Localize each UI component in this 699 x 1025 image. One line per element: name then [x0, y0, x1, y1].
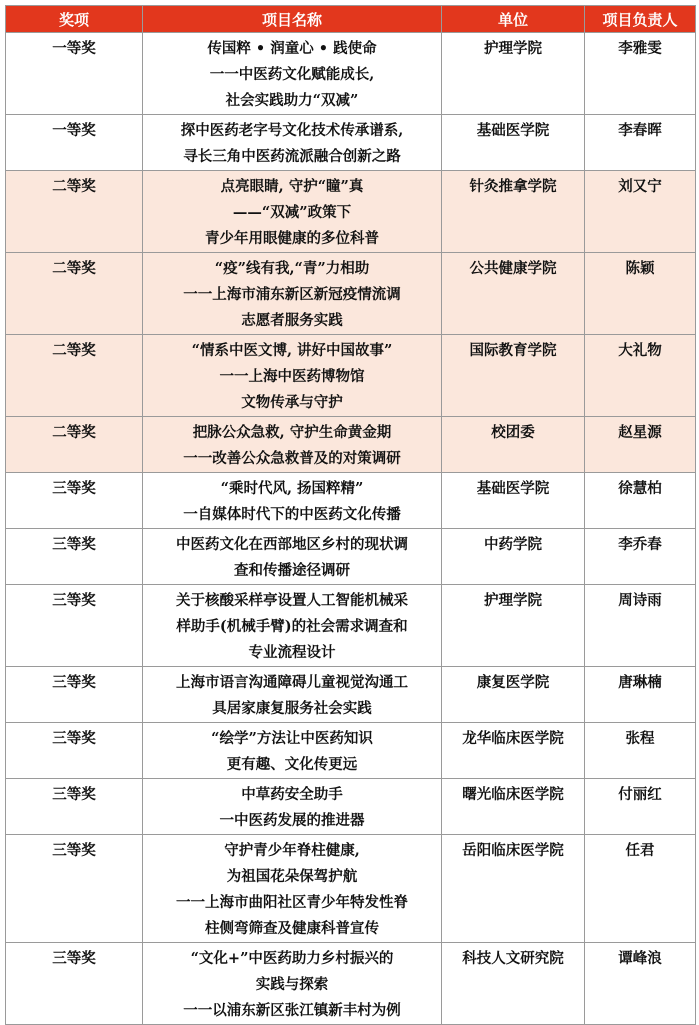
- award-level: 三等奖: [6, 585, 143, 667]
- unit: 中药学院: [442, 529, 585, 585]
- project-name: [143, 779, 442, 835]
- project-name-line: 具居家康复服务社会实践: [212, 700, 372, 717]
- project-name: [143, 417, 442, 473]
- table-row: [6, 171, 696, 253]
- award-level: 三等奖: [6, 473, 143, 529]
- unit: 龙华临床医学院: [442, 723, 585, 779]
- award-level: 三等奖: [6, 779, 143, 835]
- project-leader: 赵星源: [585, 417, 696, 473]
- project-name-line: “乘时代风, 扬国粹精”: [220, 480, 364, 497]
- project-leader: 李雅雯: [585, 33, 696, 115]
- award-level: 二等奖: [6, 335, 143, 417]
- award-level: 二等奖: [6, 253, 143, 335]
- project-name-line: 上海市语言沟通障碍儿童视觉沟通工: [176, 674, 408, 691]
- header-row: [6, 6, 696, 33]
- header-award: 奖项: [6, 6, 143, 33]
- unit: 岳阳临床医学院: [442, 835, 585, 943]
- award-level: 三等奖: [6, 667, 143, 723]
- table-row: [6, 667, 696, 723]
- project-name-line: 柱侧弯筛查及健康科普宣传: [205, 920, 379, 937]
- award-level: 三等奖: [6, 529, 143, 585]
- project-name-line: 一一中医药文化赋能成长,: [209, 66, 375, 83]
- table-row: [6, 779, 696, 835]
- award-level: 二等奖: [6, 417, 143, 473]
- table-row: [6, 115, 696, 171]
- project-name-line: 为祖国花朵保驾护航: [226, 868, 358, 885]
- unit: 护理学院: [442, 585, 585, 667]
- table-row: [6, 529, 696, 585]
- table-row: [6, 835, 696, 943]
- project-name-line: “情系中医文博, 讲好中国故事”: [191, 342, 393, 359]
- project-leader: 谭峰浪: [585, 943, 696, 1025]
- project-name-line: 中医药文化在西部地区乡村的现状调: [176, 536, 408, 553]
- unit: 公共健康学院: [442, 253, 585, 335]
- table-row: [6, 417, 696, 473]
- header-unit: 单位: [442, 6, 585, 33]
- project-leader: 周诗雨: [585, 585, 696, 667]
- project-name-line: 样助手(机械手臂)的社会需求调查和: [176, 618, 408, 635]
- unit: 基础医学院: [442, 115, 585, 171]
- table-row: [6, 943, 696, 1025]
- project-leader: 李春晖: [585, 115, 696, 171]
- project-name: [143, 115, 442, 171]
- project-name-line: 一一改善公众急救普及的对策调研: [183, 450, 401, 467]
- project-name-line: “疫”线有我,“青”力相助: [214, 260, 370, 277]
- project-name: [143, 171, 442, 253]
- award-level: 一等奖: [6, 33, 143, 115]
- project-name-line: 寻长三角中医药流派融合创新之路: [183, 148, 401, 165]
- project-name: [143, 473, 442, 529]
- table-row: [6, 723, 696, 779]
- project-name: [143, 835, 442, 943]
- project-leader: 刘又宁: [585, 171, 696, 253]
- project-name-line: 查和传播途径调研: [234, 562, 350, 579]
- header-project-name: 项目名称: [143, 6, 442, 33]
- project-name: [143, 529, 442, 585]
- award-level: 三等奖: [6, 835, 143, 943]
- project-name-line: 一一上海市曲阳社区青少年特发性脊: [176, 894, 408, 911]
- table-row: [6, 33, 696, 115]
- project-leader: 李乔春: [585, 529, 696, 585]
- header-project-leader: 项目负责人: [585, 6, 696, 33]
- project-leader: 张程: [585, 723, 696, 779]
- table-row: [6, 253, 696, 335]
- project-name-line: 志愿者服务实践: [241, 312, 343, 329]
- project-leader: 任君: [585, 835, 696, 943]
- project-name-line: “文化+”中医药助力乡村振兴的: [190, 950, 394, 967]
- project-name-line: 传国粹 • 润童心 • 践使命: [207, 40, 377, 57]
- project-leader: 徐慧柏: [585, 473, 696, 529]
- unit: 康复医学院: [442, 667, 585, 723]
- unit: 基础医学院: [442, 473, 585, 529]
- project-name-line: 把脉公众急救, 守护生命黄金期: [192, 424, 392, 441]
- project-name: [143, 723, 442, 779]
- project-leader: 唐琳楠: [585, 667, 696, 723]
- unit: 国际教育学院: [442, 335, 585, 417]
- project-name-line: 一一上海中医药博物馆: [219, 368, 365, 385]
- project-name: [143, 253, 442, 335]
- project-name: [143, 335, 442, 417]
- project-name-line: 社会实践助力“双减”: [225, 92, 359, 109]
- table-row: [6, 585, 696, 667]
- award-level: 一等奖: [6, 115, 143, 171]
- project-name-line: 关于核酸采样亭设置人工智能机械采: [176, 592, 408, 609]
- unit: 科技人文研究院: [442, 943, 585, 1025]
- project-name-line: 中草药安全助手: [241, 786, 343, 803]
- award-level: 二等奖: [6, 171, 143, 253]
- unit: 针灸推拿学院: [442, 171, 585, 253]
- project-name: [143, 667, 442, 723]
- project-name-line: 青少年用眼健康的多位科普: [205, 230, 379, 247]
- project-name-line: 专业流程设计: [248, 644, 336, 661]
- project-leader: 陈颖: [585, 253, 696, 335]
- project-name: [143, 585, 442, 667]
- project-name-line: 守护青少年脊柱健康,: [224, 842, 360, 859]
- project-name-line: 一中医药发展的推进器: [219, 812, 365, 829]
- unit: 护理学院: [442, 33, 585, 115]
- award-level: 三等奖: [6, 723, 143, 779]
- award-level: 三等奖: [6, 943, 143, 1025]
- project-name-line: 一自媒体时代下的中医药文化传播: [183, 506, 401, 523]
- unit: 校团委: [442, 417, 585, 473]
- project-name-line: 探中医药老字号文化技术传承谱系,: [180, 122, 404, 139]
- project-name-line: 更有趣、文化传更远: [226, 756, 358, 773]
- project-name-line: “绘学”方法让中医药知识: [211, 730, 373, 747]
- project-name-line: 一一上海市浦东新区新冠疫情流调: [183, 286, 401, 303]
- project-name-line: ——“双减”政策下: [232, 204, 352, 221]
- project-name: [143, 33, 442, 115]
- project-leader: 大礼物: [585, 335, 696, 417]
- project-name: [143, 943, 442, 1025]
- table-row: [6, 335, 696, 417]
- table-row: [6, 473, 696, 529]
- unit: 曙光临床医学院: [442, 779, 585, 835]
- award-rows: [6, 33, 696, 1025]
- project-name-line: 实践与探索: [255, 976, 329, 993]
- project-name-line: 文物传承与守护: [241, 394, 343, 411]
- project-name-line: 点亮眼睛, 守护“瞳”真: [220, 178, 364, 195]
- project-leader: 付丽红: [585, 779, 696, 835]
- awards-table: [5, 5, 696, 1025]
- project-name-line: 一一以浦东新区张江镇新丰村为例: [183, 1002, 401, 1019]
